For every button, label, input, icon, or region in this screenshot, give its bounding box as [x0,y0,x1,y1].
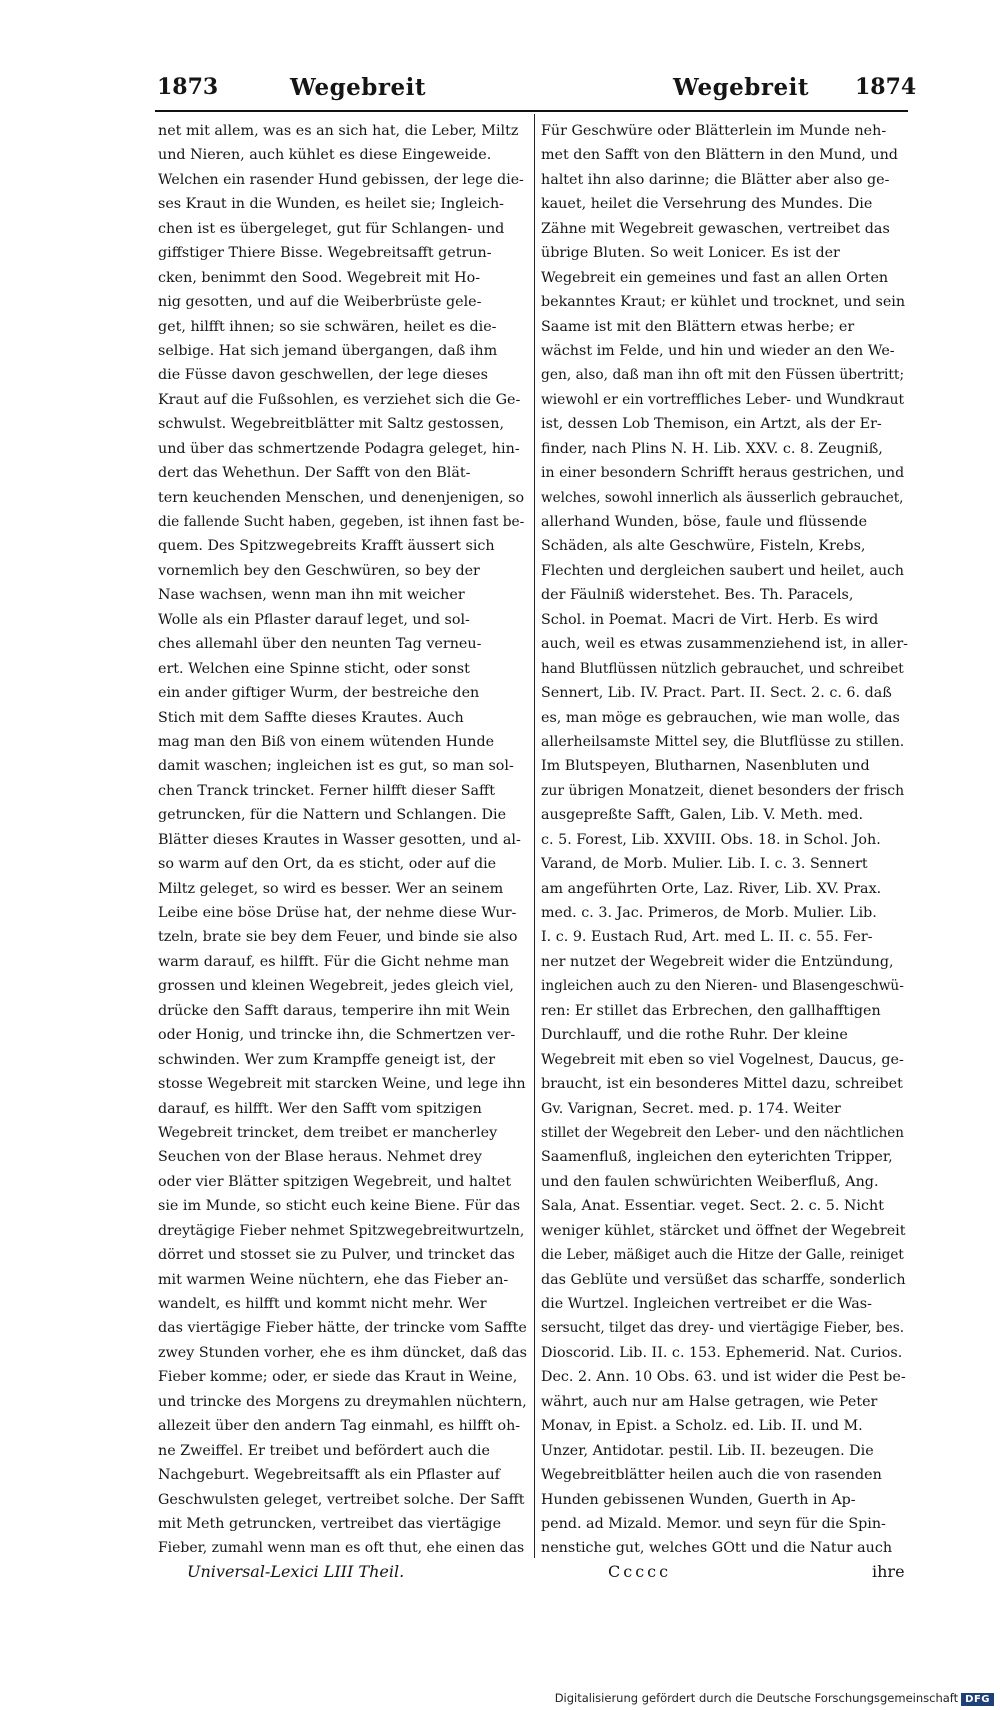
text-line: getruncken, für die Nattern und Schlangen. Die [158,807,507,824]
text-line: auch, weil es etwas zusammenziehend ist, in aller- [541,636,908,653]
column-divider [534,114,535,1558]
header-rule [155,110,908,112]
text-line: nig gesotten, und auf die Weiberbrüste gele- [158,294,482,311]
text-line: wandelt, es hilfft und kommt nicht mehr. Wer [158,1296,487,1312]
text-line: haltet ihn also darinne; die Blätter aber also ge- [541,171,890,188]
text-line: Hunden gebissenen Wunden, Guerth in Ap- [541,1491,856,1508]
text-line: der Fäulniß widerstehet. Bes. Th. Paracels, [541,587,854,604]
text-line: Dec. 2. Ann. 10 Obs. 63. und ist wider die Pest be- [541,1369,906,1386]
footer-signature-mark: Ccccc [608,1562,672,1581]
text-line: Nase wachsen, wenn man ihn mit weicher [158,587,465,604]
footer-volume-title: Universal-Lexici LIII Theil. [187,1562,405,1581]
text-line: und den faulen schwürichten Weiberfluß, Ang. [541,1173,879,1190]
text-line: das Geblüte und versüßet das scharffe, sonderlich [541,1271,906,1288]
text-line: Leibe eine böse Drüse hat, der nehme diese Wur- [158,905,517,921]
text-line: grossen und kleinen Wegebreit, jedes gleich viel, [158,978,514,995]
text-line: ne Zweiffel. Er treibet und befördert auch die [158,1442,490,1459]
text-line: wächst im Felde, und hin und wieder an den We- [541,342,895,359]
text-line: das viertägige Fieber hätte, der trincke vom Saffte [158,1320,527,1337]
text-line: med. c. 3. Jac. Primeros, de Morb. Mulier. Lib. [541,905,877,921]
text-line: in einer besondern Schrifft heraus gestrichen, und [541,465,905,482]
text-line: stosse Wegebreit mit starcken Weine, und lege ihn [158,1076,526,1093]
text-line: stillet der Wegebreit den Leber- und den nächtlichen [541,1124,904,1141]
text-line: hand Blutflüssen nützlich gebrauchet, und schreibet [541,660,904,677]
text-line: allezeit über den andern Tag einmahl, es hilfft oh- [158,1418,521,1435]
left-column [158,119,528,1559]
digitization-credit [555,1691,994,1706]
text-line: Kraut auf die Fußsohlen, es verziehet sich die Ge- [158,391,521,408]
text-line: net mit allem, was es an sich hat, die Leber, Miltz [158,123,519,139]
text-line: Seuchen von der Blase heraus. Nehmet drey [158,1149,482,1166]
text-line: Schol. in Poemat. Macri de Virt. Herb. Es wird [541,611,879,628]
text-line: Im Blutspeyen, Blutharnen, Nasenbluten und [541,758,870,775]
text-line: drücke den Safft daraus, temperire ihn mit Wein [158,1002,511,1019]
text-line: schwulst. Wegebreitblätter mit Saltz gestossen, [158,416,505,433]
text-line: tzeln, brate sie bey dem Feuer, und binde sie also [158,929,518,946]
text-line: Nachgeburt. Wegebreitsafft als ein Pflaster auf [158,1467,500,1484]
text-line: bekanntes Kraut; er kühlet und trocknet, und sein [541,294,906,311]
text-line: Unzer, Antidotar. pestil. Lib. II. bezeugen. Die [541,1442,874,1459]
text-line: c. 5. Forest, Lib. XXVIII. Obs. 18. in Schol. Joh. [541,831,881,848]
text-line: währt, auch nur am Halse getragen, wie Peter [541,1393,878,1410]
text-line: Varand, de Morb. Mulier. Lib. I. c. 3. Sennert [541,856,868,873]
text-line: braucht, ist ein besonderes Mittel dazu, schreibet [541,1076,903,1093]
text-line: und über das schmertzende Podagra geleget, hin- [158,440,520,457]
text-line: allerhand Wunden, böse, faule und flüssende [541,514,868,530]
text-line: Dioscorid. Lib. II. c. 153. Ephemerid. Nat. Curios. [541,1344,903,1361]
text-line: quem. Des Spitzwegebreits Krafft äussert sich [158,538,495,555]
text-line: vornemlich bey den Geschwüren, so bey der [158,562,480,579]
text-line: ses Kraut in die Wunden, es heilet sie; Ingleich- [158,196,505,213]
text-line: Durchlauff, und die rothe Ruhr. Der kleine [541,1027,848,1044]
text-line: cken, benimmt den Sood. Wegebreit mit Ho- [158,269,481,286]
text-line: ausgepreßte Safft, Galen, Lib. V. Meth. med. [541,807,864,824]
page-number-right: 1874 [855,74,917,100]
running-title-left: Wegebreit [290,74,426,101]
text-line: die Füsse davon geschwellen, der lege dieses [158,367,488,384]
text-line: sie im Munde, so sticht euch keine Biene. Für das [158,1198,521,1215]
text-line: allerheilsamste Mittel sey, die Blutflüsse zu stillen. [541,733,905,750]
text-line: ner nutzet der Wegebreit wider die Entzündung, [541,953,894,970]
text-line: Fieber, zumahl wenn man es oft thut, ehe einen das [158,1540,525,1557]
text-line: Blätter dieses Krautes in Wasser gesotten, und al- [158,831,521,848]
text-line: mag man den Biß von einem wütenden Hunde [158,733,495,750]
text-line: zwey Stunden vorher, ehe es ihm düncket, daß das [158,1344,527,1361]
text-line: sersucht, tilget das drey- und viertägige Fieber, bes. [541,1320,905,1337]
text-line: finder, nach Plins N. H. Lib. XXV. c. 8. Zeugniß, [541,440,883,457]
text-line: Gv. Varignan, Secret. med. p. 174. Weiter [541,1100,841,1117]
text-line: Stich mit dem Saffte dieses Krautes. Auch [158,709,464,726]
text-line: gen, also, daß man ihn oft mit den Füssen übertritt; [541,367,905,384]
text-line: chen Tranck trincket. Ferner hilfft dieser Safft [158,782,495,799]
text-line: Wegebreit mit eben so viel Vogelnest, Daucus, ge- [541,1051,904,1068]
text-line: Saamenfluß, ingleichen den eyterichten Tripper, [541,1149,893,1166]
text-line: Saame ist mit den Blättern etwas herbe; er [541,318,855,335]
text-line: die Wurtzel. Ingleichen vertreibet er die Was- [541,1296,872,1312]
text-line: get, hilfft ihnen; so sie schwären, heilet es die- [158,318,497,335]
dfg-logo: DFG [961,1693,994,1706]
text-line: Wegebreitblätter heilen auch die von rasenden [541,1467,882,1484]
text-line: welches, sowohl innerlich als äusserlich gebrauchet, [541,489,904,506]
text-line: pend. ad Mizald. Memor. und seyn für die Spin- [541,1515,886,1532]
text-line: chen ist es übergeleget, gut für Schlangen- und [158,220,505,237]
text-line: dörret und stosset sie zu Pulver, und trincket das [158,1247,515,1264]
footer-catchword: ihre [872,1562,905,1581]
text-line: Für Geschwüre oder Blätterlein im Munde neh- [541,123,887,139]
text-line: die Leber, mäßiget auch die Hitze der Galle, reiniget [541,1247,904,1264]
running-title-right: Wegebreit [673,74,809,101]
text-line: darauf, es hilfft. Wer den Safft vom spitzigen [158,1100,482,1117]
text-line: übrige Bluten. So weit Lonicer. Es ist der [541,245,840,262]
text-line: giffstiger Thiere Bisse. Wegebreitsafft getrun- [158,245,492,262]
text-line: Sala, Anat. Essentiar. veget. Sect. 2. c. 5. Nicht [541,1198,884,1215]
text-line: ert. Welchen eine Spinne sticht, oder sonst [158,660,470,677]
text-line: dert das Wehethun. Der Safft von den Blät- [158,465,471,482]
text-line: weniger kühlet, stärcket und öffnet der Wegebreit [541,1222,906,1239]
text-line: wiewohl er ein vortreffliches Leber- und Wundkraut [541,391,905,408]
text-line: ches allemahl über den neunten Tag verneu- [158,636,482,653]
text-line: Flechten und dergleichen saubert und heilet, auch [541,562,905,579]
text-line: Miltz geleget, so wird es besser. Wer an seinem [158,880,504,897]
text-line: Wegebreit trincket, dem treibet er mancherley [158,1124,498,1141]
text-line: Welchen ein rasender Hund gebissen, der lege die- [158,171,524,188]
text-line: die fallende Sucht haben, gegeben, ist ihnen fast be- [158,514,525,530]
text-line: dreytägige Fieber nehmet Spitzwegebreitwurtzeln, [158,1222,525,1239]
text-line: tern keuchenden Menschen, und denenjenigen, so [158,489,525,506]
text-line: am angeführten Orte, Laz. River, Lib. XV. Prax. [541,880,882,897]
text-line: Schäden, als alte Geschwüre, Fisteln, Krebs, [541,538,866,555]
text-line: ingleichen auch zu den Nieren- und Blasengeschwü- [541,978,904,995]
text-line: ein ander giftiger Wurm, der bestreiche den [158,685,480,702]
text-line: mit warmen Weine nüchtern, ehe das Fieber an- [158,1271,509,1288]
page-number-left: 1873 [157,74,219,100]
text-line: und Nieren, auch kühlet es diese Eingeweide. [158,147,492,164]
text-line: warm darauf, es hilfft. Für die Gicht nehme man [158,953,509,970]
text-line: kauet, heilet die Versehrung des Mundes. Die [541,196,873,213]
text-line: oder Honig, und trincke ihn, die Schmertzen ver- [158,1027,516,1044]
text-line: I. c. 9. Eustach Rud, Art. med L. II. c. 55. Fer- [541,929,873,946]
text-line: mit Meth getruncken, vertreibet das viertägige [158,1515,502,1532]
right-column [541,119,908,1559]
text-line: schwinden. Wer zum Krampffe geneigt ist, der [158,1051,496,1068]
text-line: ren: Er stillet das Erbrechen, den gallhafftigen [541,1002,881,1019]
text-line: Monav, in Epist. a Scholz. ed. Lib. II. und M. [541,1418,863,1435]
text-line: nenstiche gut, welches GOtt und die Natur auch [541,1540,893,1557]
text-line: ist, dessen Lob Themison, ein Artzt, als der Er- [541,416,882,433]
text-line: es, man möge es gebrauchen, wie man wolle, das [541,709,900,726]
text-line: Fieber komme; oder, er siede das Kraut in Weine, [158,1369,518,1386]
text-line: so warm auf den Ort, da es sticht, oder auf die [158,856,497,873]
text-line: zur übrigen Monatzeit, dienet besonders der frisch [541,782,905,799]
text-line: Zähne mit Wegebreit gewaschen, vertreibet das [541,220,890,237]
text-line: Wolle als ein Pflaster darauf leget, und sol- [158,611,470,628]
text-line: oder vier Blätter spitzigen Wegebreit, und haltet [158,1173,512,1190]
text-line: damit waschen; ingleichen ist es gut, so man sol- [158,758,514,775]
text-line: met den Safft von den Blättern in den Mund, und [541,147,898,164]
text-line: Sennert, Lib. IV. Pract. Part. II. Sect. 2. c. 6. daß [541,685,892,702]
text-line: und trincke des Morgens zu dreymahlen nüchtern, [158,1393,527,1410]
text-line: Geschwulsten geleget, vertreibet solche. Der Safft [158,1491,525,1508]
digitization-credit-text: Digitalisierung gefördert durch die Deutsche Forschungsgemeinschaft [554,1691,959,1705]
text-line: Wegebreit ein gemeines und fast an allen Orten [541,269,889,286]
text-line: selbige. Hat sich jemand übergangen, daß ihm [158,342,498,359]
